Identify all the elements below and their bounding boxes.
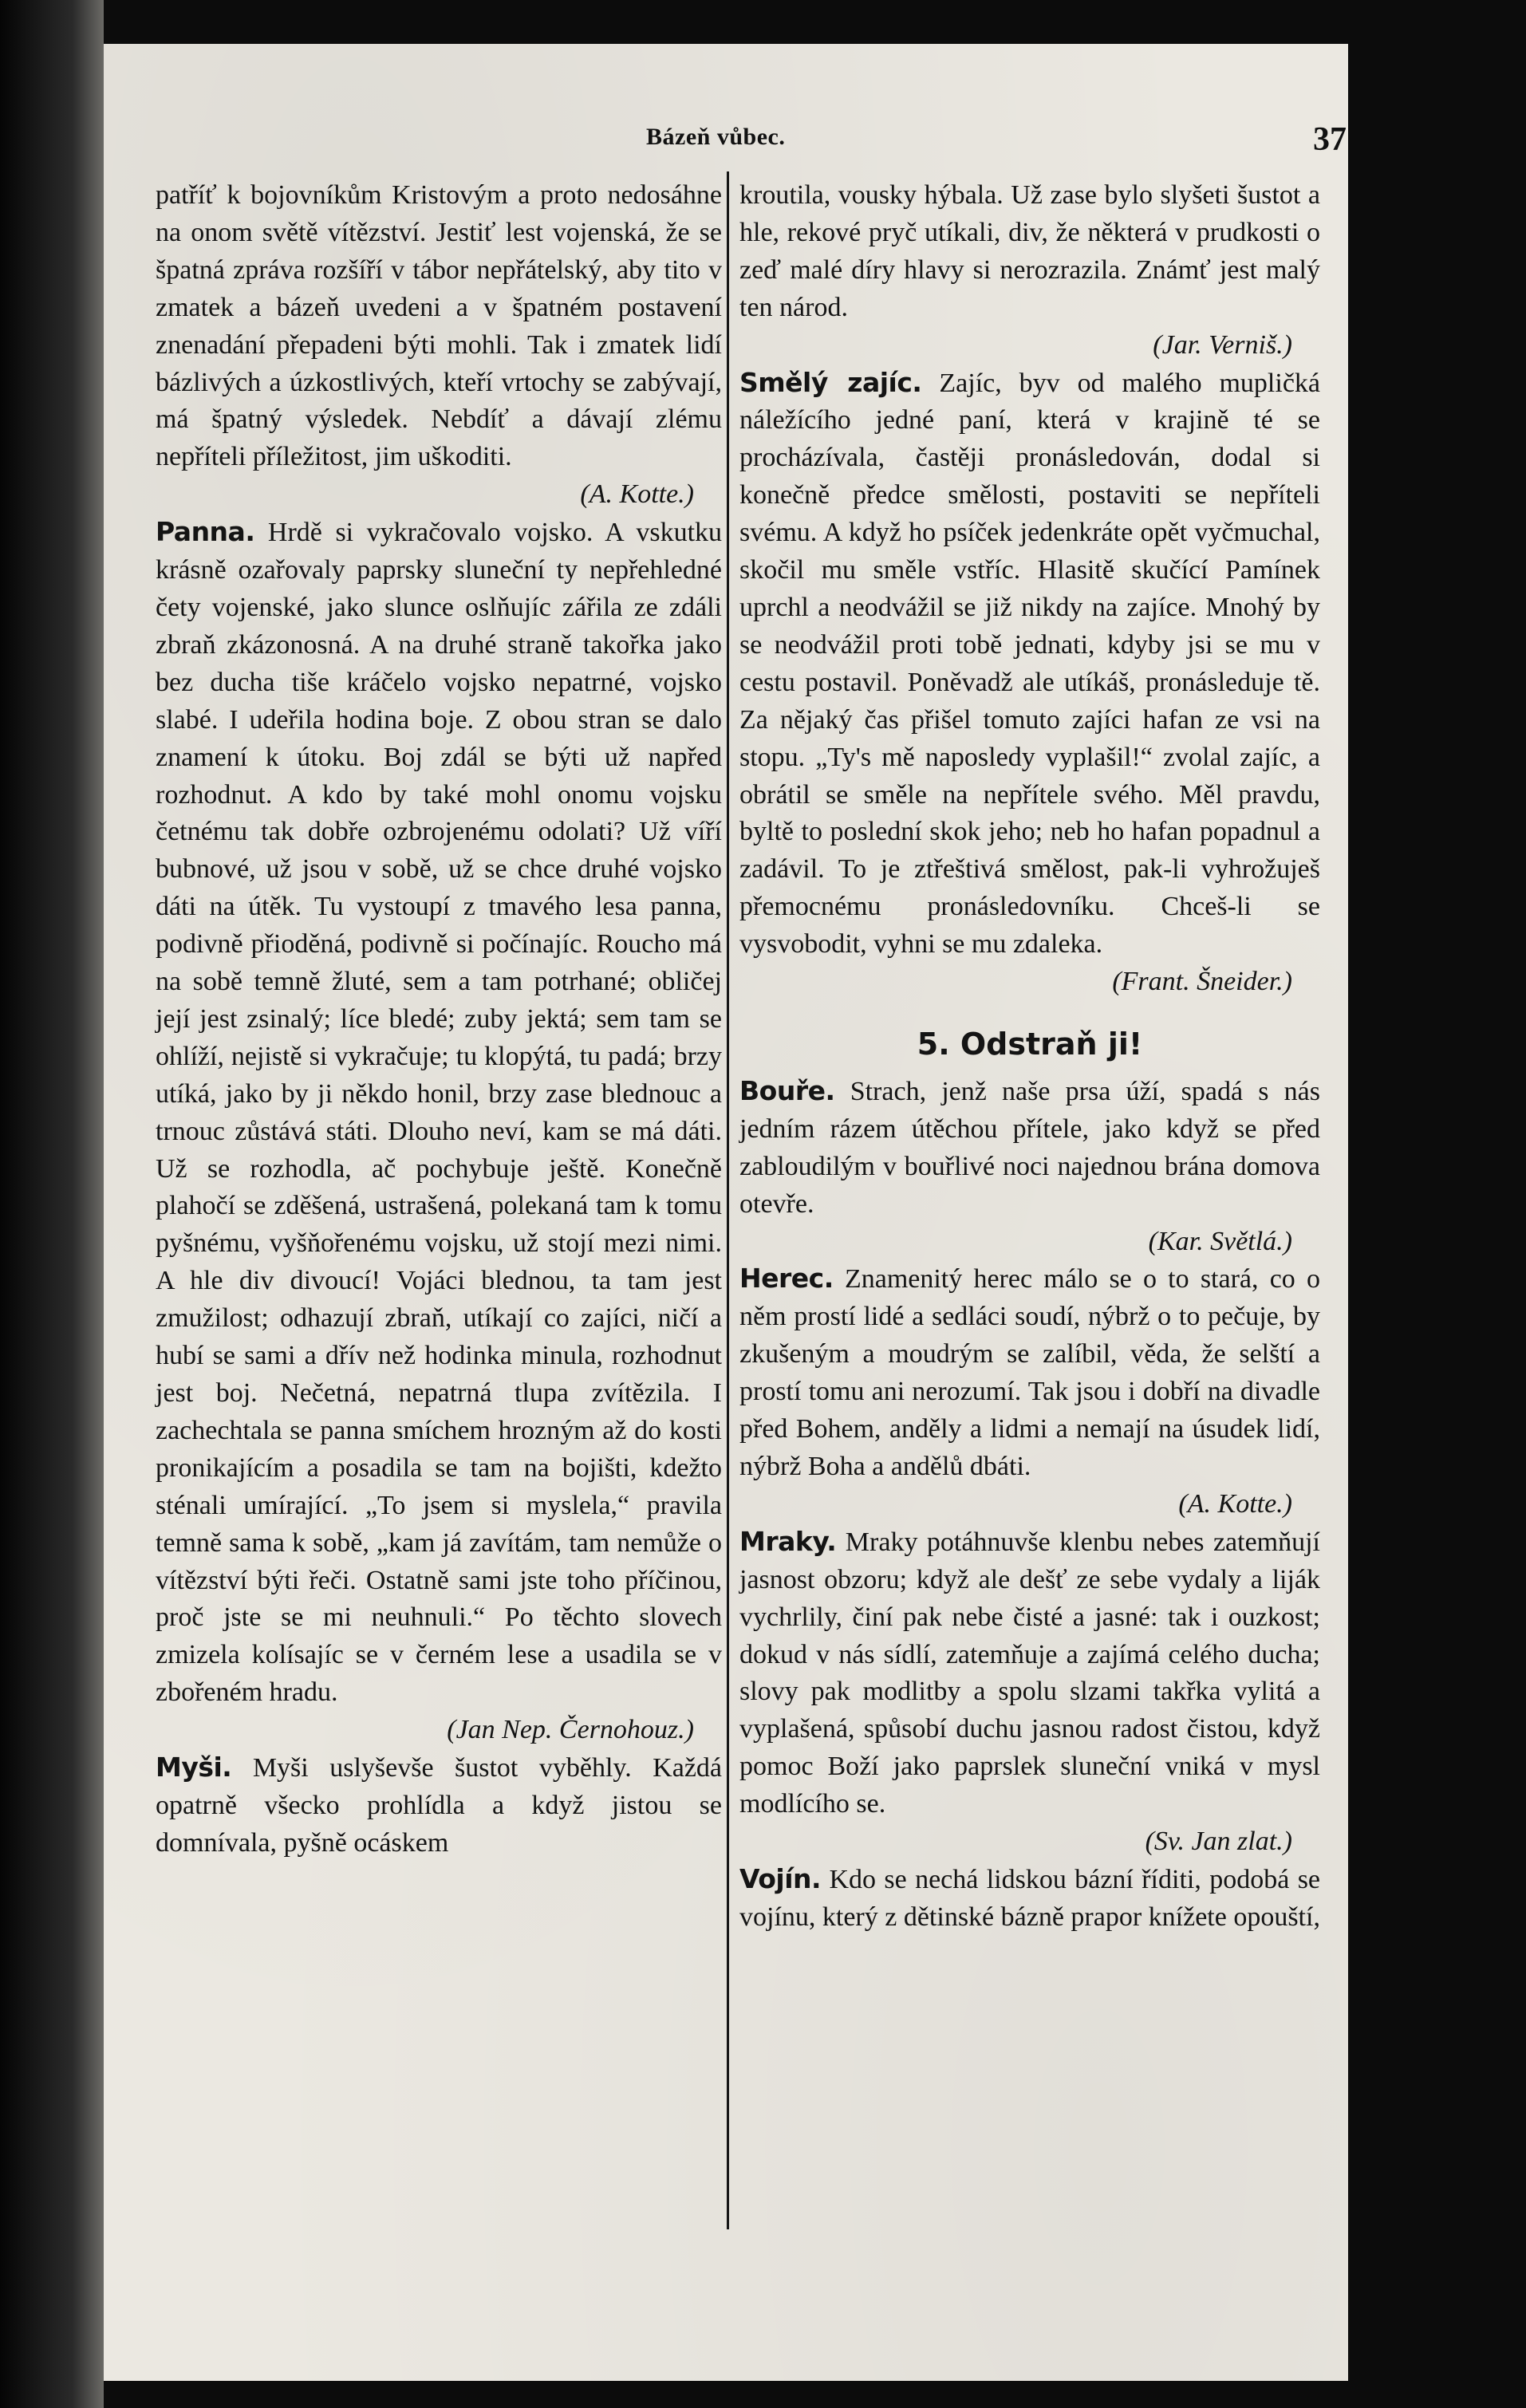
paragraph-text: kroutila, vousky hýbala. Už zase bylo slyšeti šustot a hle, rekové pryč utíkali, div, že některá v prudkosti o zeď malé díry hlavy si nerozrazila. Známť jest malý ten národ.: [739, 180, 1320, 322]
paragraph: [156, 177, 722, 514]
source-text: (Jar. Verniš.): [1153, 329, 1292, 360]
left-column: [156, 177, 722, 1862]
entry-boure: [739, 1073, 1320, 1261]
source-attribution: [739, 964, 1320, 1001]
entry-mysi: [156, 1749, 722, 1862]
page-header: [104, 92, 1348, 158]
page-number: 37: [1313, 121, 1347, 158]
section-title: 5. Odstraň ji!: [917, 1026, 1143, 1062]
book-gutter-shadow: [0, 0, 104, 2408]
entry-headword: Vojín.: [739, 1862, 822, 1894]
source-attribution: [739, 327, 1320, 365]
paragraph: [739, 177, 1320, 365]
source-text: (Frant. Šneider.): [1112, 967, 1292, 997]
entry-text: Hrdě si vykračovalo vojsko. A vskutku krásně ozařovaly paprsky sluneční ty nepřehledné čety vojenské, jako slunce oslňujíc zářila ze zdáli zbraň zkázonosná. A na druhé straně takořka jako bez ducha tiše kráčelo vojsko nepatrné, vojsko slabé. I udeřila hodina boje. Z obou stran se dalo znamení k útoku. Boj zdál se býti už napřed rozhodnut. A kdo by také mohl onomu vojsku četnému tak dobře ozbrojenému odolati? Už víří bubnové, už jsou v sobě, už se chce druhé vojsko dáti na útěk. Tu vystoupí z tmavého lesa panna, podivně přioděná, podivně si počínajíc. Roucho má na sobě temně žluté, sem a tam potrhané; obličej její jest zsinalý; líce bledé; zuby jektá; sem tam se ohlíží, nejistě si vykračuje; tu klopýtá, tu padá; brzy utíká, jako by ji někdo honil, brzy zase blednouc a trnouc zůstává státi. Dlouho neví, kam se má dáti. Už se rozhodla, ač pochybuje ještě. Konečně plahočí se zděšená, ustrašená, polekaná tam k tomu pyšnému, vyšňořenému vojsku, už stojí mezi nimi. A hle div divoucí! Vojáci blednou, ta tam jest zmužilost; odhazují zbraň, utíkají co zajíci, ničí a hubí se sami a dřív než hodinka minula, rozhodnut jest boj. Nečetná, nepatrná tlupa zvítězila. I zachechtala se panna smíchem hrozným až do kosti pronikajícím a posadila se tam na bojišti, kdežto sténali umírající. „To jsem si myslela,“ pravila temně sama k sobě, „kam já zavítám, tam nemůže o vítězství býti řeči. Ostatně sami jste toho příčinou, proč jste se mi neuhnuli.“ Po těchto slovech zmizela kolísajíc se v černém lese a usadila se v zbořeném hradu.: [156, 518, 723, 1708]
source-text: (A. Kotte.): [1178, 1488, 1292, 1519]
source-attribution: [739, 1823, 1320, 1861]
source-attribution: [739, 1224, 1320, 1261]
entry-headword: Bouře.: [739, 1074, 835, 1106]
entry-herec: [739, 1260, 1320, 1523]
entry-panna: [156, 514, 722, 1749]
entry-headword: Myši.: [156, 1752, 232, 1783]
source-text: (Kar. Světlá.): [1148, 1226, 1292, 1256]
entry-text: Mraky potáhnuvše klenbu nebes zatemňují jasnost obzoru; když ale dešť ze sebe vydaly a liják vychrlily, činí pak nebe čisté a jasné: tak i ouzkost; dokud v nás sídlí, zatemňuje a zajímá celého ducha; slovy pak modlitby a spolu slzami takřka vylitá a vyplašená, spůsobí duchu jasnou radost čistou, když pomoc Boží jako paprslek sluneční vniká v mysl modlícího se.: [739, 1527, 1321, 1819]
entry-headword: Herec.: [739, 1263, 834, 1295]
entry-headword: Smělý zajíc.: [739, 366, 922, 398]
entry-headword: Panna.: [156, 516, 255, 548]
source-attribution: [739, 1486, 1320, 1523]
entry-text: Zajíc, byv od malého mupličká náležícího jedné paní, která v krajině té se procházívala, častěji pronásledován, dodal si konečně předce smělosti, postaviti se nepříteli svému. A když ho psíček jedenkráte opět vyčmuchal, skočil mu směle vstříc. Hlasitě skučící Pamínek uprchl a neodvážil se již nikdy na zajíce. Mnohý by se neodvážil proti tobě jednati, kdyby jsi se mu v cestu postavil. Poněvadž ale utíkáš, pronásleduje tě. Za nějaký čas přišel tomuto zajíci hafan ze vsi na stopu. „Ty's mě naposledy vyplašil!“ zvolal zajíc, a obrátil se směle na nepřítele svého. Měl pravdu, byltě to poslední skok jeho; neb ho hafan popadnul a zadávil. To je ztřeštivá smělost, pak-li vyhrožuješ přemocnému pronásledovníku. Chceš-li se vysvobodit, vyhni se mu zdaleka.: [739, 368, 1321, 960]
entry-headword: Mraky.: [739, 1525, 837, 1557]
entry-text: Strach, jenž naše prsa úží, spadá s nás jedním rázem útěchou přítele, jako když se před zabloudilým v bouřlivé noci najednou brána domova otevře.: [739, 1076, 1320, 1219]
entry-vojin: [739, 1861, 1320, 1937]
entry-mraky: [739, 1523, 1320, 1861]
source-text: (Sv. Jan zlat.): [1145, 1827, 1292, 1857]
paragraph-text: patříť k bojovníkům Kristovým a proto nedosáhne na onom světě vítězství. Jestiť lest vojenská, že se špatná zpráva rozšíří v tábor nepřátelský, aby tito v zmatek a bázeň uvedeni a v špatném postavení znenadání přepadeni býti mohli. Tak i zmatek lidí bázlivých a úzkostlivých, kteří vrtochy se zabývají, má špatný výsledek. Nebdíť a dávají zlému nepříteli příležitost, jim uškoditi.: [156, 180, 722, 472]
source-attribution: [156, 1712, 722, 1749]
entry-smely-zajic: [739, 365, 1320, 1001]
column-divider: [727, 171, 729, 2229]
running-title: Bázeň vůbec.: [646, 124, 786, 150]
book-page: [104, 44, 1348, 2381]
source-text: (Jan Nep. Černohouz.): [447, 1715, 694, 1745]
entry-text: Myši uslyševše šustot vyběhly. Každá opatrně všecko prohlídla a když jistou se domnívala, pyšně ocáskem: [156, 1753, 722, 1858]
source-text: (A. Kotte.): [580, 479, 694, 510]
right-column: [739, 177, 1320, 1937]
entry-text: Znamenitý herec málo se o to stará, co o něm prostí lidé a sedláci soudí, nýbrž o to pečuje, by zkušeným a moudrým se zalíbil, věda, že selští a prostí tomu ani nerozumí. Tak jsou i dobří na divadle před Bohem, anděly a lidmi a nemají na úsudek lidí, nýbrž Boha a andělů dbáti.: [739, 1264, 1320, 1481]
entry-text: Kdo se nechá lidskou bázní říditi, podobá se vojínu, který z dětinské bázně prapor knížete opouští,: [739, 1864, 1321, 1932]
source-attribution: [156, 476, 722, 514]
